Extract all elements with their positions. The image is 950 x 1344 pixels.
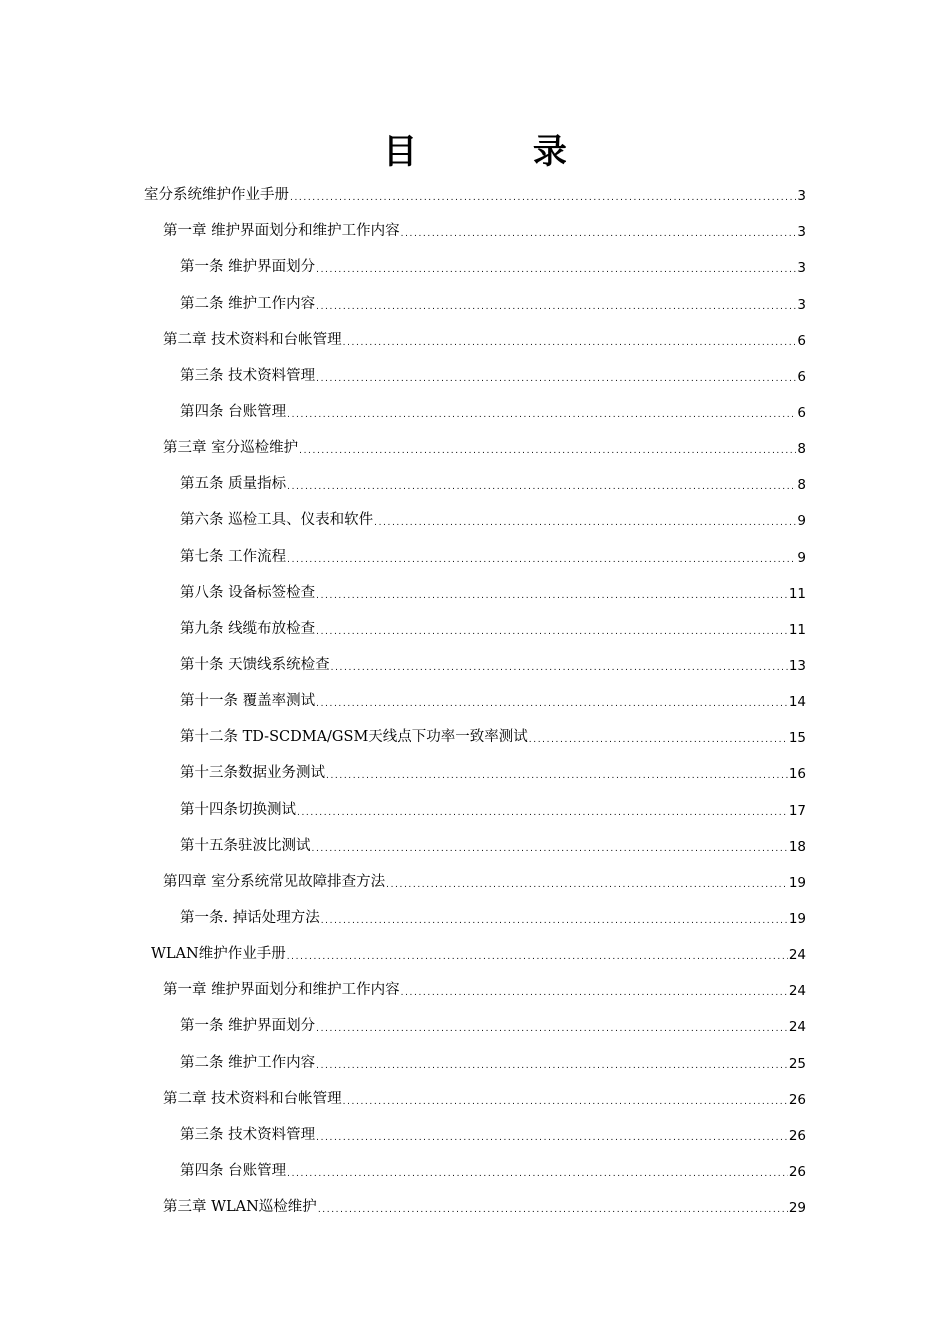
toc-entry-label: 第十一条 覆盖率测试 — [180, 693, 316, 710]
toc-dot-leader — [299, 445, 796, 459]
toc-entry-page-number: 18 — [788, 838, 806, 855]
toc-entry-page-number: 3 — [797, 296, 806, 313]
toc-entry[interactable] — [144, 531, 806, 567]
table-of-contents — [144, 170, 806, 1218]
toc-entry-page-number: 19 — [788, 874, 806, 891]
toc-entry-page-number: 6 — [797, 332, 806, 349]
toc-entry-label: 第十条 天馈线系统检查 — [180, 656, 330, 673]
toc-entry-page-number: 3 — [797, 188, 806, 205]
toc-entry-label: 第十三条数据业务测试 — [180, 765, 325, 782]
toc-entry[interactable] — [144, 676, 806, 712]
toc-dot-leader — [316, 1060, 788, 1074]
toc-dot-leader — [318, 1204, 788, 1218]
toc-entry-page-number: 11 — [788, 585, 806, 602]
toc-entry-page-number: 13 — [788, 657, 806, 674]
toc-entry-page-number: 25 — [788, 1055, 806, 1072]
toc-entry-label: WLAN维护作业手册 — [151, 946, 286, 963]
toc-entry-label: 第九条 线缆布放检查 — [180, 620, 316, 637]
toc-entry-page-number: 3 — [797, 260, 806, 277]
toc-entry-page-number: 24 — [788, 947, 806, 964]
toc-dot-leader — [316, 626, 788, 640]
toc-dot-leader — [316, 301, 796, 315]
toc-dot-leader — [374, 517, 796, 531]
toc-entry-label: 第四章 室分系统常见故障排查方法 — [163, 873, 386, 890]
toc-entry-page-number: 6 — [797, 404, 806, 421]
toc-entry-label: 第一条 维护界面划分 — [180, 1018, 316, 1035]
toc-entry-page-number: 26 — [788, 1163, 806, 1180]
toc-entry[interactable] — [144, 604, 806, 640]
toc-entry-label: 第二章 技术资料和台帐管理 — [163, 1090, 342, 1107]
toc-entry-page-number: 11 — [788, 621, 806, 638]
toc-entry[interactable] — [144, 459, 806, 495]
toc-entry-label: 第二章 技术资料和台帐管理 — [163, 331, 342, 348]
toc-dot-leader — [321, 915, 788, 929]
toc-dot-leader — [331, 662, 788, 676]
toc-dot-leader — [287, 409, 796, 423]
toc-entry-label: 第十五条驻波比测试 — [180, 837, 311, 854]
toc-entry-label: 第二条 维护工作内容 — [180, 295, 316, 312]
toc-dot-leader — [316, 373, 796, 387]
toc-entry[interactable] — [144, 1182, 806, 1218]
toc-entry-page-number: 16 — [788, 766, 806, 783]
toc-entry[interactable] — [144, 965, 806, 1001]
toc-entry-page-number: 9 — [797, 513, 806, 530]
toc-entry[interactable] — [144, 315, 806, 351]
toc-entry-page-number: 17 — [788, 802, 806, 819]
toc-entry-page-number: 9 — [797, 549, 806, 566]
page-title: 目 录 — [383, 132, 619, 172]
toc-entry[interactable] — [144, 423, 806, 459]
toc-entry[interactable] — [144, 821, 806, 857]
toc-entry-label: 第六条 巡检工具、仪表和软件 — [180, 512, 374, 529]
toc-entry-page-number: 29 — [788, 1200, 806, 1217]
toc-entry-label: 第三条 技术资料管理 — [180, 367, 316, 384]
toc-entry[interactable] — [144, 893, 806, 929]
toc-dot-leader — [401, 228, 797, 242]
toc-entry-label: 第三条 技术资料管理 — [180, 1126, 316, 1143]
toc-entry[interactable] — [144, 929, 806, 965]
toc-entry-page-number: 24 — [788, 983, 806, 1000]
toc-entry-label: 第一条. 掉话处理方法 — [180, 909, 320, 926]
toc-entry-label: 第十二条 TD-SCDMA/GSM天线点下功率一致率测试 — [180, 729, 528, 746]
toc-entry-label: 第三章 WLAN巡检维护 — [163, 1199, 317, 1216]
toc-entry[interactable] — [144, 748, 806, 784]
toc-entry[interactable] — [144, 495, 806, 531]
toc-entry-page-number: 14 — [788, 694, 806, 711]
toc-dot-leader — [316, 590, 788, 604]
toc-entry-page-number: 6 — [797, 368, 806, 385]
toc-dot-leader — [316, 1132, 788, 1146]
toc-dot-leader — [326, 770, 788, 784]
toc-entry[interactable] — [144, 1074, 806, 1110]
toc-entry[interactable] — [144, 857, 806, 893]
toc-entry-label: 第三章 室分巡检维护 — [163, 440, 299, 457]
toc-entry-page-number: 19 — [788, 910, 806, 927]
toc-dot-leader — [287, 481, 796, 495]
toc-dot-leader — [316, 698, 788, 712]
toc-entry[interactable] — [144, 278, 806, 314]
toc-entry-label: 第一条 维护界面划分 — [180, 259, 316, 276]
toc-entry[interactable] — [144, 1146, 806, 1182]
toc-entry[interactable] — [144, 242, 806, 278]
toc-entry[interactable] — [144, 1001, 806, 1037]
toc-entry-label: 第一章 维护界面划分和维护工作内容 — [163, 223, 400, 240]
toc-entry-label: 第二条 维护工作内容 — [180, 1054, 316, 1071]
toc-dot-leader — [343, 1096, 788, 1110]
toc-dot-leader — [343, 337, 797, 351]
toc-entry-label: 室分系统维护作业手册 — [144, 187, 289, 204]
toc-entry-label: 第四条 台账管理 — [180, 403, 287, 420]
toc-dot-leader — [312, 843, 788, 857]
toc-entry[interactable] — [144, 568, 806, 604]
toc-entry-page-number: 8 — [797, 441, 806, 458]
toc-entry-page-number: 8 — [797, 477, 806, 494]
toc-entry[interactable] — [144, 1110, 806, 1146]
toc-dot-leader — [529, 734, 788, 748]
toc-entry-page-number: 26 — [788, 1127, 806, 1144]
toc-entry-label: 第一章 维护界面划分和维护工作内容 — [163, 982, 400, 999]
toc-entry-label: 第五条 质量指标 — [180, 476, 287, 493]
toc-dot-leader — [386, 879, 788, 893]
toc-entry-label: 第八条 设备标签检查 — [180, 584, 316, 601]
toc-dot-leader — [401, 987, 788, 1001]
toc-dot-leader — [297, 807, 788, 821]
toc-entry-label: 第七条 工作流程 — [180, 548, 287, 565]
toc-dot-leader — [316, 264, 796, 278]
toc-entry[interactable] — [144, 387, 806, 423]
toc-entry-page-number: 26 — [788, 1091, 806, 1108]
toc-entry[interactable] — [144, 712, 806, 748]
toc-dot-leader — [290, 192, 796, 206]
toc-entry-label: 第四条 台账管理 — [180, 1162, 287, 1179]
toc-entry[interactable] — [144, 1037, 806, 1073]
toc-entry[interactable] — [144, 351, 806, 387]
toc-entry-page-number: 24 — [788, 1019, 806, 1036]
toc-dot-leader — [287, 951, 788, 965]
toc-dot-leader — [316, 1023, 788, 1037]
toc-dot-leader — [287, 1168, 788, 1182]
toc-entry[interactable] — [144, 640, 806, 676]
toc-entry-label: 第十四条切换测试 — [180, 801, 296, 818]
toc-entry[interactable] — [144, 784, 806, 820]
toc-entry-page-number: 15 — [788, 730, 806, 747]
toc-entry[interactable] — [144, 170, 806, 206]
toc-entry-page-number: 3 — [797, 224, 806, 241]
toc-entry[interactable] — [144, 206, 806, 242]
toc-dot-leader — [287, 554, 796, 568]
